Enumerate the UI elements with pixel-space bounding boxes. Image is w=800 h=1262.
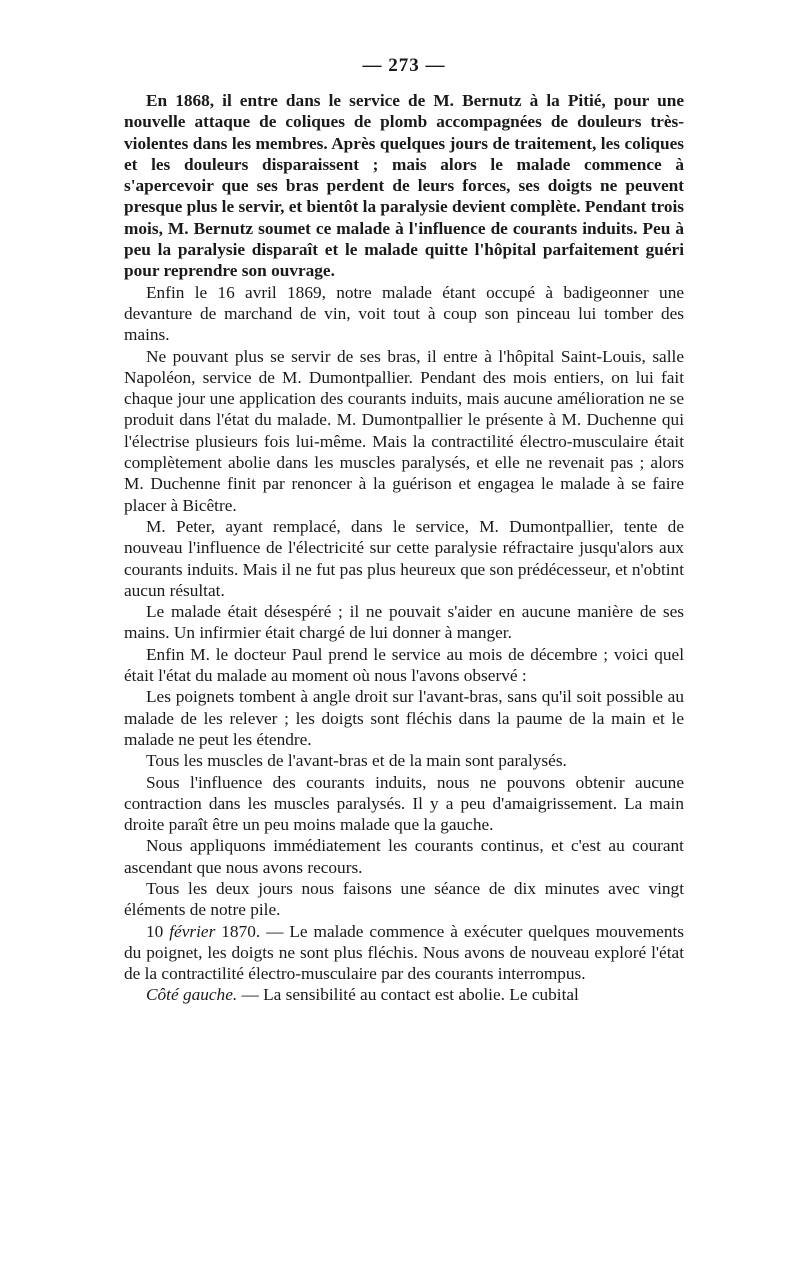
paragraph-left-side <box>124 984 684 1005</box>
paragraph-despair: Le malade était désespéré ; il ne pouvait s'aider en aucune manière de ses mains. Un infirmier était chargé de lui donner à manger. <box>124 602 684 643</box>
book-page <box>124 52 684 1006</box>
paragraph-april-1869: Enfin le 16 avril 1869, notre malade étant occupé à badigeonner une devanture de marchand de vin, voit tout à coup son pinceau lui tomber des mains. <box>124 282 684 345</box>
paragraph-induced-currents: Sous l'influence des courants induits, nous ne pouvons obtenir aucune contraction dans les muscles paralysés. Il y a peu d'amaigrissement. La main droite paraît être un peu moins malade que la gauche. <box>124 772 684 835</box>
dated-entry-number: 10 <box>146 921 170 941</box>
dated-entry-month: février <box>169 921 216 941</box>
paragraph-saint-louis: Ne pouvant plus se servir de ses bras, il entre à l'hôpital Saint-Louis, salle Napoléon, service de M. Dumontpallier. Pendant des mois entiers, on lui fait chaque jour une application des courants induits, mais aucune amélioration ne se produit dans l'état du malade. M. Dumontpallier le présente à M. Duchenne qui l'électrise plusieurs fois lui-même. Mais la contractilité électro-musculaire était complètement abolie dans les muscles paralysés, et elle ne revenait pas ; alors M. Duchenne finit par renoncer à la guérison et engagea le malade à se faire placer à Bicêtre. <box>124 346 684 515</box>
paragraph-muscles: Tous les muscles de l'avant-bras et de la main sont paralysés. <box>146 751 567 771</box>
side-text: — La sensibilité au contact est abolie. Le cubital <box>237 985 579 1005</box>
paragraph-history-1868: En 1868, il entre dans le service de M. Bernutz à la Pitié, pour une nouvelle attaque de coliques de plomb accompagnées de douleurs très-violentes dans les membres. Après quelques jours de traitement, les coliques et les douleurs disparaissent ; mais alors le malade commence à s'apercevoir que ses bras perdent de leurs forces, ses doigts ne peuvent presque plus le servir, et bientôt la paralysie devient complète. Pendant trois mois, M. Bernutz soumet ce malade à l'influence de courants induits. Peu à peu la paralysie disparaît et le malade quitte l'hôpital parfaitement guéri pour reprendre son ouvrage. <box>124 91 684 281</box>
paragraph-wrists: Les poignets tombent à angle droit sur l'avant-bras, sans qu'il soit possible au malade de les relever ; les doigts sont fléchis dans la paume de la main et le malade ne peut les étendre. <box>124 687 684 749</box>
paragraph-continuous-currents: Nous appliquons immédiatement les courants continus, et c'est au courant ascendant que nous avons recours. <box>124 836 684 877</box>
side-label: Côté gauche. <box>146 985 238 1005</box>
page-number: — 273 — <box>362 55 446 76</box>
paragraph-peter: M. Peter, ayant remplacé, dans le service, M. Dumontpallier, tente de nouveau l'influence de l'électricité sur cette paralysie réfractaire jusqu'alors aux courants induits. Mais il ne fut pas plus heureux que son prédécesseur, et n'obtint aucun résultat. <box>124 516 684 600</box>
dated-entry-text: Le malade commence à exécuter quelques mouvements du poignet, les doigts ne sont plus fléchis. Nous avons de nouveau exploré l'état de la contractilité électro-musculaire par des courants interrompus. <box>124 921 685 984</box>
dated-entry-year: 1870. — <box>215 921 290 941</box>
paragraph-sessions: Tous les deux jours nous faisons une séance de dix minutes avec vingt éléments de notre pile. <box>124 878 684 920</box>
paragraph-dated-entry <box>124 921 684 985</box>
paragraph-paul: Enfin M. le docteur Paul prend le service au mois de décembre ; voici quel était l'état du malade au moment où nous l'avons observé : <box>124 644 684 686</box>
